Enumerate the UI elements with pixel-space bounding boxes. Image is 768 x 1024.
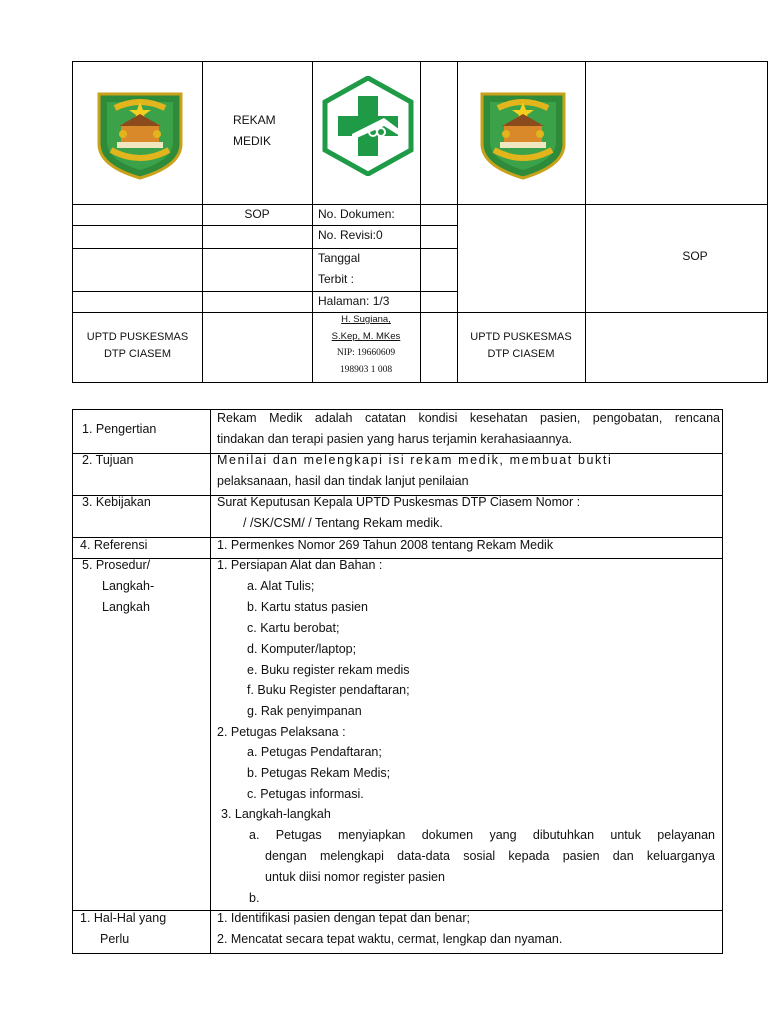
puskesmas-cross-icon <box>318 76 418 176</box>
langkah-b: b. <box>249 891 260 905</box>
sop-content-table <box>72 409 723 954</box>
langkah-a-line-2: dengan melengkapi data-data sosial kepada pasien dan keluarganya <box>265 849 715 863</box>
list-item: f. Buku Register pendaftaran; <box>247 683 410 697</box>
row-label-hal-1: 1. Hal-Hal yang <box>80 911 167 925</box>
prosedur-step-3: 3. Langkah-langkah <box>221 807 331 821</box>
list-item: b. Petugas Rekam Medis; <box>247 766 391 780</box>
list-item: a. Petugas Pendaftaran; <box>247 745 382 759</box>
signer-name-1: H. Sugiana, <box>341 314 391 325</box>
hal-item-1: 1. Identifikasi pasien dengan tepat dan benar; <box>217 911 470 925</box>
regency-emblem-icon <box>476 84 570 180</box>
kebijakan-line-2: / /SK/CSM/ / Tentang Rekam medik. <box>243 516 443 530</box>
revision-label: No. Revisi:0 <box>318 228 383 242</box>
title-line-1: REKAM <box>233 113 276 127</box>
signer-nip-1: NIP: 19660609 <box>336 348 396 358</box>
kebijakan-line-1: Surat Keputusan Kepala UPTD Puskesmas DTP Ciasem Nomor : <box>217 495 581 509</box>
list-item: d. Komputer/laptop; <box>247 642 357 656</box>
org-name-right-1: UPTD PUSKESMAS <box>470 331 572 343</box>
pengertian-line-1: Rekam Medik adalah catatan kondisi kesehatan pasien, pengobatan, rencana <box>217 411 720 425</box>
list-item: e. Buku register rekam medis <box>247 663 410 677</box>
issued-label: Terbit : <box>318 272 355 286</box>
pengertian-line-2: tindakan dan terapi pasien yang harus terjamin kerahasiaannya. <box>217 432 573 446</box>
regency-emblem-icon <box>93 84 187 180</box>
list-item: b. Kartu status pasien <box>247 600 368 614</box>
list-item: c. Petugas informasi. <box>247 787 364 801</box>
langkah-a-line-3: untuk diisi nomor register pasien <box>265 870 445 884</box>
tujuan-line-1: Menilai dan melengkapi isi rekam medik, membuat bukti <box>217 453 613 467</box>
signer-name-2: S.Kep, M. MKes <box>331 331 401 342</box>
date-label: Tanggal <box>318 251 361 265</box>
row-label-hal-2: Perlu <box>100 932 130 946</box>
sop-label: SOP <box>244 207 270 221</box>
prosedur-step-2: 2. Petugas Pelaksana : <box>217 725 346 739</box>
row-label-prosedur-1: 5. Prosedur/ <box>82 558 151 572</box>
row-label-prosedur-2: Langkah- <box>102 579 155 593</box>
prosedur-step-1: 1. Persiapan Alat dan Bahan : <box>217 558 383 572</box>
signer-nip-2: 198903 1 008 <box>339 365 393 375</box>
doc-number-label: No. Dokumen: <box>318 207 395 221</box>
list-item: a. Alat Tulis; <box>247 579 315 593</box>
hal-item-2: 2. Mencatat secara tepat waktu, cermat, lengkap dan nyaman. <box>217 932 563 946</box>
list-item: g. Rak penyimpanan <box>247 704 362 718</box>
title-line-2: MEDIK <box>233 134 272 148</box>
row-label-pengertian: 1. Pengertian <box>82 422 157 436</box>
org-name-left-1: UPTD PUSKESMAS <box>86 331 189 343</box>
row-label-prosedur-3: Langkah <box>102 600 150 614</box>
right-sop-label: SOP <box>682 249 708 263</box>
row-label-tujuan: 2. Tujuan <box>82 453 134 467</box>
referensi-line-1: 1. Permenkes Nomor 269 Tahun 2008 tentang Rekam Medik <box>217 538 554 552</box>
row-label-referensi: 4. Referensi <box>80 538 148 552</box>
row-label-kebijakan: 3. Kebijakan <box>82 495 151 509</box>
tujuan-line-2: pelaksanaan, hasil dan tindak lanjut penilaian <box>217 474 469 488</box>
sop-header-table <box>72 61 768 383</box>
org-name-left-2: DTP CIASEM <box>103 348 172 360</box>
page-label: Halaman: 1/3 <box>318 294 390 308</box>
langkah-a-line-1: a. Petugas menyiapkan dokumen yang dibutuhkan untuk pelayanan <box>249 828 715 842</box>
org-name-right-2: DTP CIASEM <box>487 348 555 360</box>
list-item: c. Kartu berobat; <box>247 621 340 635</box>
